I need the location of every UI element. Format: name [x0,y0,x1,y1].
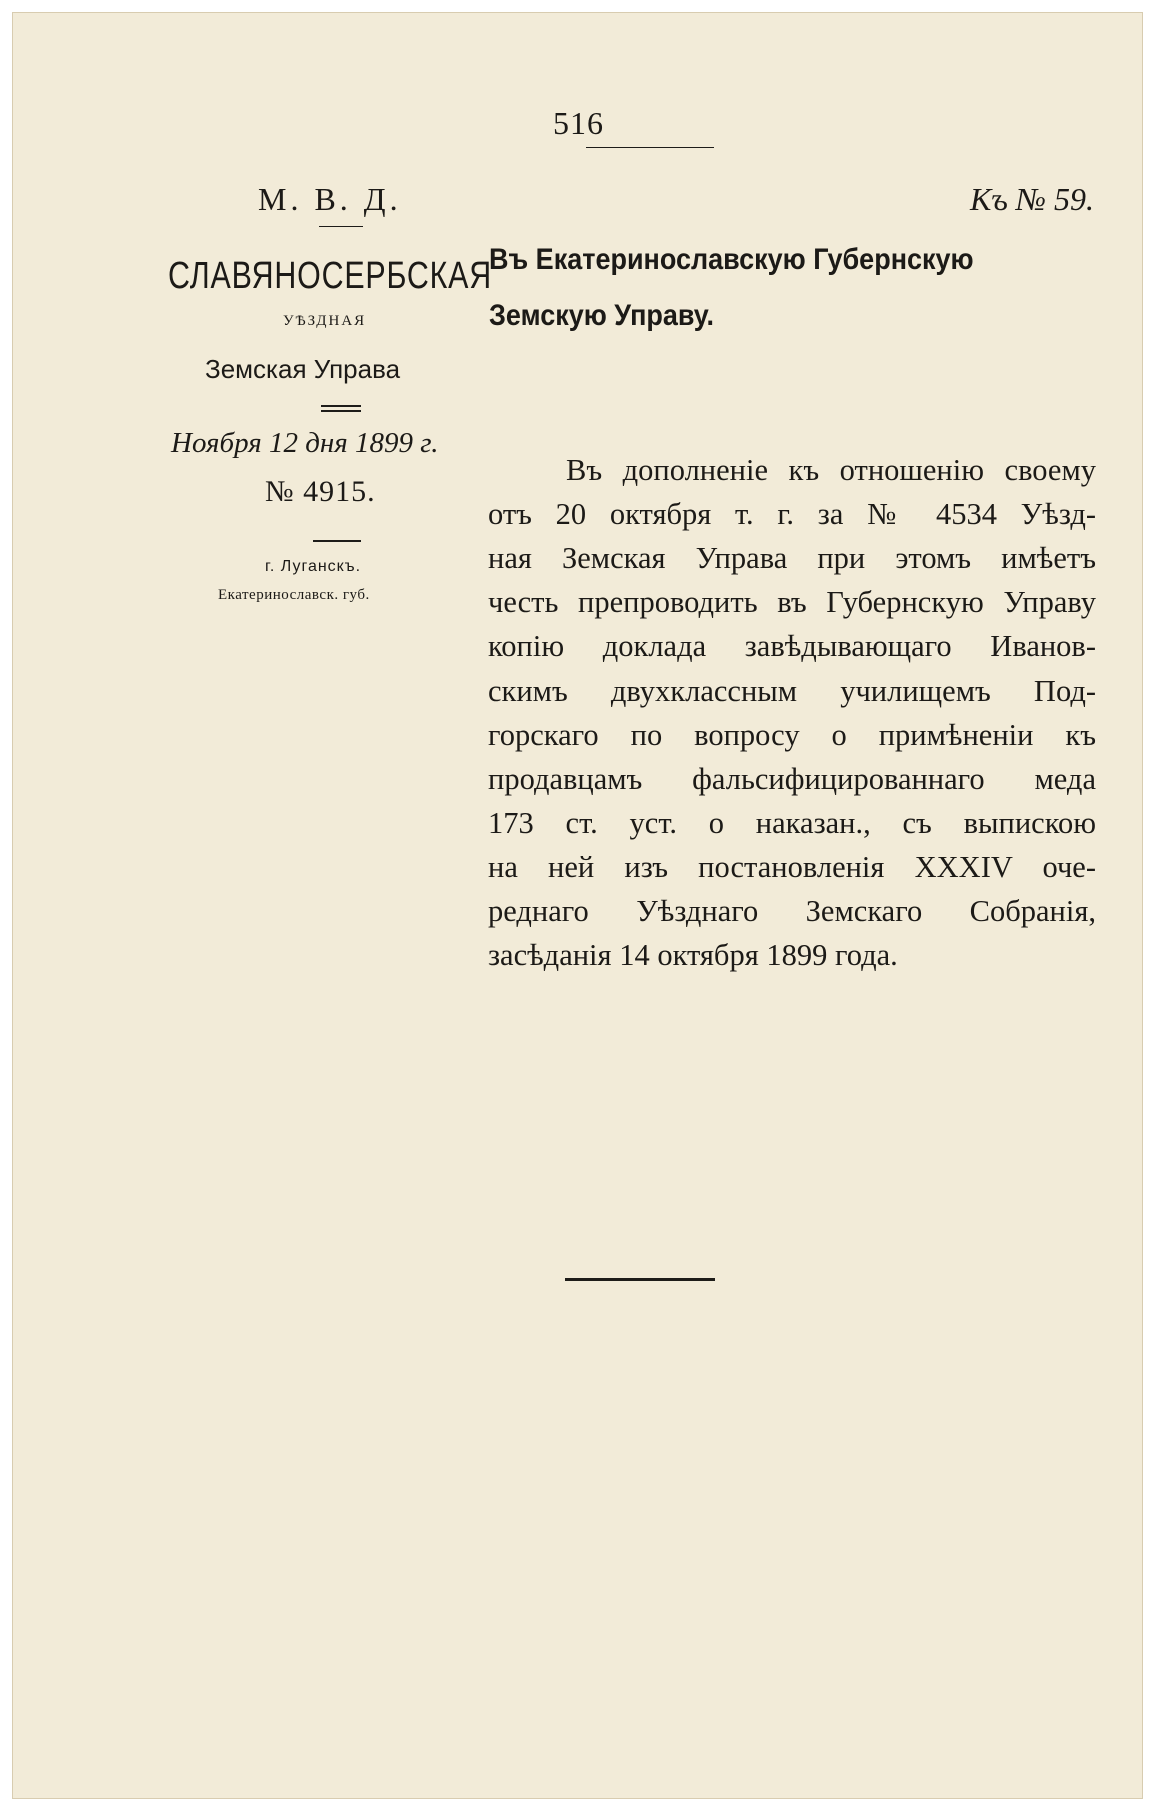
ministry-label: М. В. Д. [258,181,402,217]
sender-board: Земская Управа [205,354,401,384]
document-page [12,12,1143,1799]
page-number-rule [586,147,714,148]
sender-double-rule-top [321,405,361,407]
sender-name: СЛАВЯНОСЕРБСКАЯ [168,255,493,297]
reference-number: Къ № 59. [969,181,1094,217]
sender-uezd: УѢЗДНАЯ [283,313,367,329]
closing-rule [565,1278,715,1281]
body-line: засѣданія 14 октября 1899 года. [488,938,898,972]
body-line: на ней изъ постановленія XXXIV оче- [488,850,1096,884]
body-line: продавцамъ фальсифицированнаго меда [488,762,1096,796]
body-line: ная Земская Управа при этомъ имѣетъ [488,541,1096,575]
body-line: 173 ст. уст. о наказан., съ выпискою [488,806,1096,840]
sender-double-rule-bottom [321,410,361,412]
recipient-line-1: Въ Екатеринославскую Губернскую [489,243,974,276]
body-line: честь препроводить въ Губернскую Управу [488,585,1096,619]
recipient-line-2: Земскую Управу. [489,299,714,332]
sender-province: Екатеринославск. губ. [218,587,370,603]
sender-bottom-rule [313,540,361,542]
body-line: отъ 20 октября т. г. за № 4534 Уѣзд- [488,497,1096,531]
body-line: горскаго по вопросу о примѣненіи къ [488,718,1096,752]
sender-city: г. Луганскъ. [265,558,362,575]
body-line: Въ дополненіе къ отношенію своему [566,453,1096,487]
body-line: реднаго Уѣзднаго Земскаго Собранія, [488,894,1096,928]
page-number: 516 [553,105,604,141]
outgoing-number: № 4915. [265,475,376,508]
body-line: копію доклада завѣдывающаго Иванов- [488,629,1096,663]
sender-top-rule [319,226,363,227]
letter-date: Ноября 12 дня 1899 г. [171,427,439,459]
body-line: скимъ двухклассным училищемъ Под- [488,674,1096,708]
